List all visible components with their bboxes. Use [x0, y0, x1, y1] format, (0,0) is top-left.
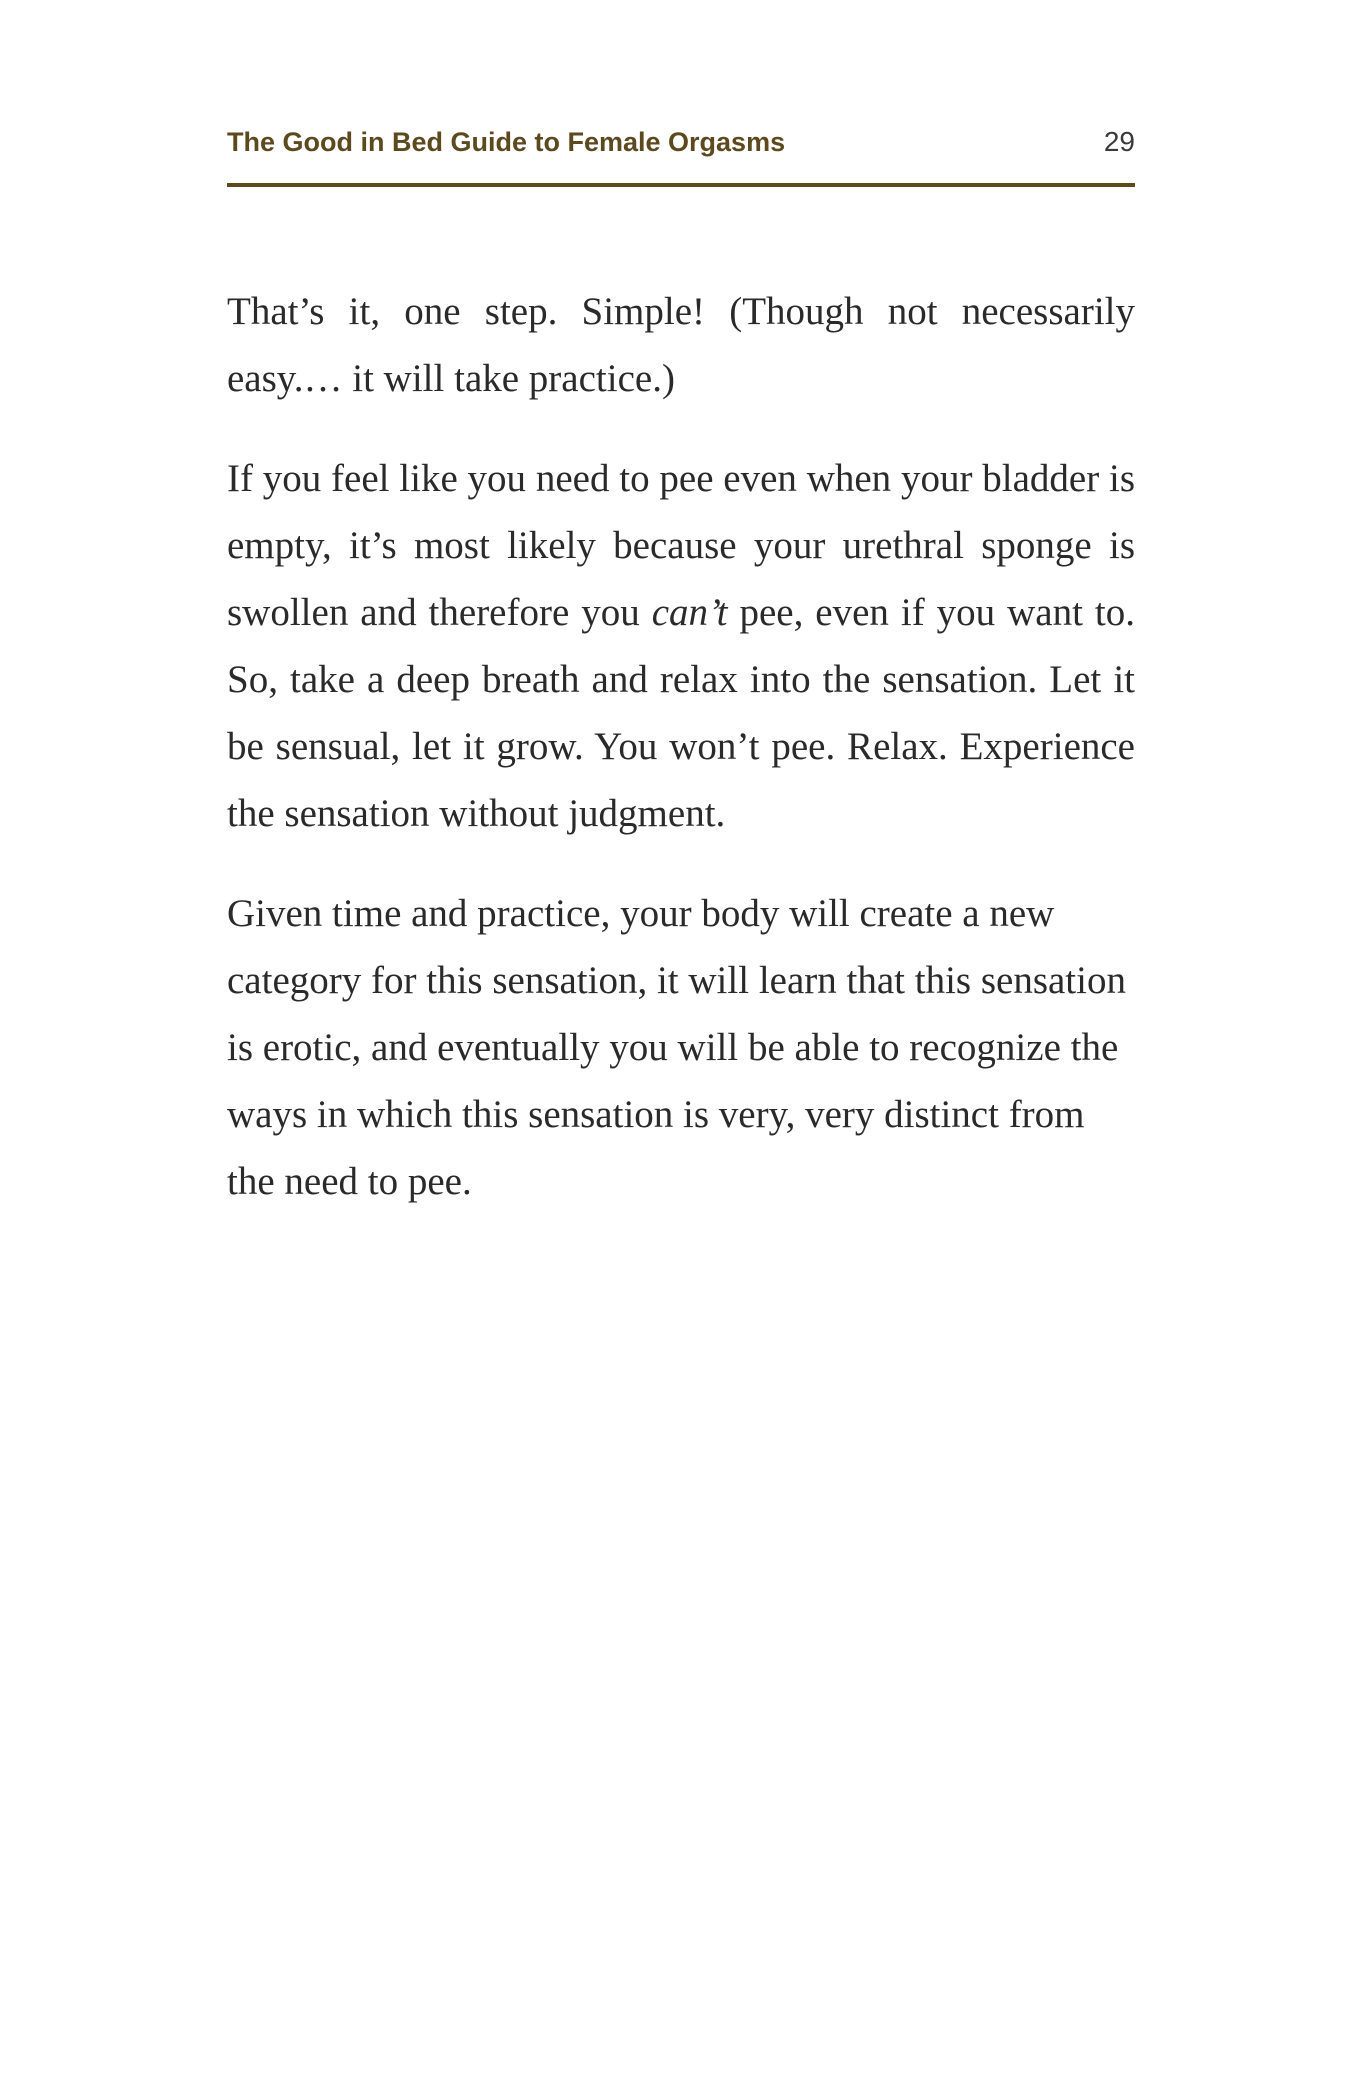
book-title: The Good in Bed Guide to Female Orgasms — [227, 127, 786, 157]
body-text — [227, 278, 1135, 1248]
paragraph-2-text-after-emphasis: pee, even if you want to. So, take a deep breath and relax into the sensation. Let it be sensual, let it grow. You won’t pee. Relax. Experience the sensation without judgment. — [227, 591, 1135, 835]
paragraph-1: That’s it, one step. Simple! (Though not necessarily easy.… it will take practice.) — [227, 290, 1135, 400]
paragraph-2 — [227, 445, 1135, 847]
header-rule-divider — [227, 183, 1135, 187]
paragraph-3: Given time and practice, your body will create a new category for this sensation, it will learn that this sensation is erotic, and eventually you will be able to recognize the ways in which this sensation is very, very distinct from the need to pee. — [227, 892, 1126, 1203]
paragraph-2-text-before-emphasis: If you feel like you need to pee even when your bladder is empty, it’s most likely because your urethral sponge is swollen and therefore you — [227, 457, 1135, 634]
paragraph-2-emphasis: can’t — [651, 591, 728, 634]
running-head — [227, 122, 1135, 162]
page-number: 29 — [1103, 126, 1135, 157]
